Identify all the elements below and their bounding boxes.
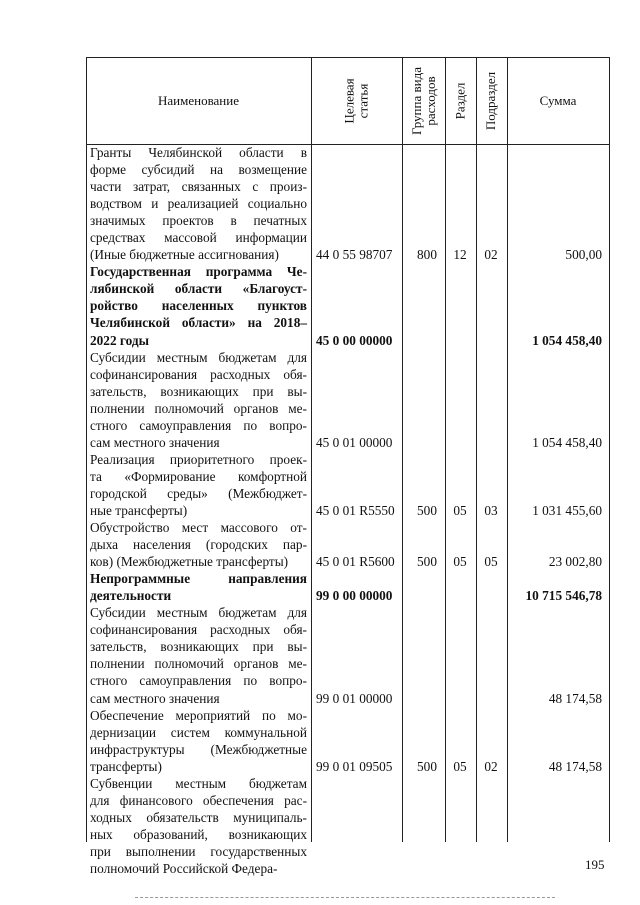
row-amount: 23 002,80 <box>548 554 602 570</box>
row-name-line: Реализация приоритетного проек- <box>90 451 307 467</box>
row-section: 12 <box>453 247 467 263</box>
row-name-line: ных образований, возникающих <box>90 826 307 842</box>
row-name-line: средствах массовой информации <box>90 230 307 246</box>
row-name-line: полнении полномочий органов ме- <box>90 656 307 672</box>
row-section: 05 <box>453 758 467 774</box>
row-name-line: полнении полномочий органов ме- <box>90 400 307 416</box>
col-divider <box>445 57 446 842</box>
row-name-line: полномочий Российской Федера- <box>90 860 278 876</box>
row-name-line: стного самоуправления по вопро- <box>90 417 307 433</box>
row-amount: 48 174,58 <box>548 758 602 774</box>
row-name-line: форме субсидий на возмещение <box>90 162 307 178</box>
row-name-line: Субсидии местным бюджетам для <box>90 605 307 621</box>
header-name: Наименование <box>158 92 239 108</box>
row-name-line: софинансирования расходных обя- <box>90 366 307 382</box>
row-amount: 48 174,58 <box>548 690 602 706</box>
row-name-line: стного самоуправления по вопро- <box>90 673 307 689</box>
row-name-line: 2022 годы <box>90 332 149 348</box>
row-name-line: для финансового обеспечения рас- <box>90 792 307 808</box>
row-section: 05 <box>453 554 467 570</box>
row-name-line: значимых проектов в печатных <box>90 213 307 229</box>
row-name-line: лябинской области «Благоуст- <box>90 281 307 297</box>
col-divider <box>311 57 312 842</box>
header-amount: Сумма <box>539 92 577 108</box>
col-divider <box>402 57 403 842</box>
row-name-line: ные трансферты) <box>90 502 188 518</box>
header-expense-group: Группа вида расходов <box>408 66 438 135</box>
row-name-line: зательств, возникающих при вы- <box>90 383 307 399</box>
row-code: 99 0 01 00000 <box>316 690 393 706</box>
row-name-line: (Иные бюджетные ассигнования) <box>90 247 279 263</box>
row-name-line: дернизации систем коммунальной <box>90 724 307 740</box>
table-border-right <box>609 57 610 842</box>
row-name-line: Государственная программа Че- <box>90 264 307 280</box>
row-name-line: деятельности <box>90 588 172 604</box>
row-name-line: зательств, возникающих при вы- <box>90 639 307 655</box>
bottom-rule <box>135 897 555 898</box>
header-subsection: Подраздел <box>483 71 499 130</box>
row-name-line: Гранты Челябинской области в <box>90 145 307 160</box>
row-name-line: Обустройство мест массового от- <box>90 520 307 536</box>
row-name-line: дыха населения (городских пар- <box>90 537 307 553</box>
col-divider <box>507 57 508 842</box>
row-amount: 1 031 455,60 <box>532 503 602 519</box>
row-expense-group: 500 <box>417 503 437 519</box>
row-name-line: при выполнении государственных <box>90 843 307 859</box>
row-name-line: Обеспечение мероприятий по мо- <box>90 707 307 723</box>
row-section: 05 <box>453 503 467 519</box>
row-expense-group: 800 <box>417 247 437 263</box>
row-amount: 10 715 546,78 <box>525 588 602 604</box>
row-name-line: Челябинской области» на 2018– <box>90 315 307 331</box>
row-subsection: 03 <box>484 503 498 519</box>
row-name-line: трансферты) <box>90 758 162 774</box>
row-amount: 500,00 <box>565 247 602 263</box>
row-amount: 1 054 458,40 <box>532 434 602 450</box>
row-amount: 1 054 458,40 <box>532 332 602 348</box>
row-name-line: сам местного значения <box>90 690 220 706</box>
row-code: 45 0 00 00000 <box>316 332 393 348</box>
row-name-line: ков) (Межбюджетные трансферты) <box>90 554 289 570</box>
row-name-line: части затрат, связанных с произ- <box>90 179 307 195</box>
col-divider <box>476 57 477 842</box>
header-target-article: Целевая статья <box>341 77 371 124</box>
row-expense-group: 500 <box>417 758 437 774</box>
name-column <box>90 144 307 877</box>
row-subsection: 05 <box>484 554 498 570</box>
row-code: 45 0 01 R5550 <box>316 503 395 519</box>
row-name-line: сам местного значения <box>90 434 220 450</box>
row-code: 45 0 01 R5600 <box>316 554 395 570</box>
row-name-line: ройство населенных пунктов <box>90 298 307 314</box>
row-expense-group: 500 <box>417 554 437 570</box>
row-code: 99 0 01 09505 <box>316 758 393 774</box>
row-name-line: ходных обязательств муниципаль- <box>90 809 307 825</box>
row-name-line: городской среды» (Межбюджет- <box>90 485 307 501</box>
row-name-line: Субвенции местным бюджетам <box>90 775 307 791</box>
row-code: 99 0 00 00000 <box>316 588 393 604</box>
header-section: Раздел <box>452 82 468 119</box>
row-code: 45 0 01 00000 <box>316 434 393 450</box>
page-number: 195 <box>585 857 605 872</box>
row-code: 44 0 55 98707 <box>316 247 393 263</box>
row-name-line: софинансирования расходных обя- <box>90 622 307 638</box>
row-name-line: водством и реализацией социально <box>90 196 307 212</box>
table-border-left <box>86 57 87 842</box>
row-name-line: инфраструктуры (Межбюджетные <box>90 741 307 757</box>
row-name-line: та «Формирование комфортной <box>90 468 307 484</box>
row-name-line: Непрограммные направления <box>90 571 307 587</box>
row-subsection: 02 <box>484 758 498 774</box>
row-name-line: Субсидии местным бюджетам для <box>90 349 307 365</box>
row-subsection: 02 <box>484 247 498 263</box>
